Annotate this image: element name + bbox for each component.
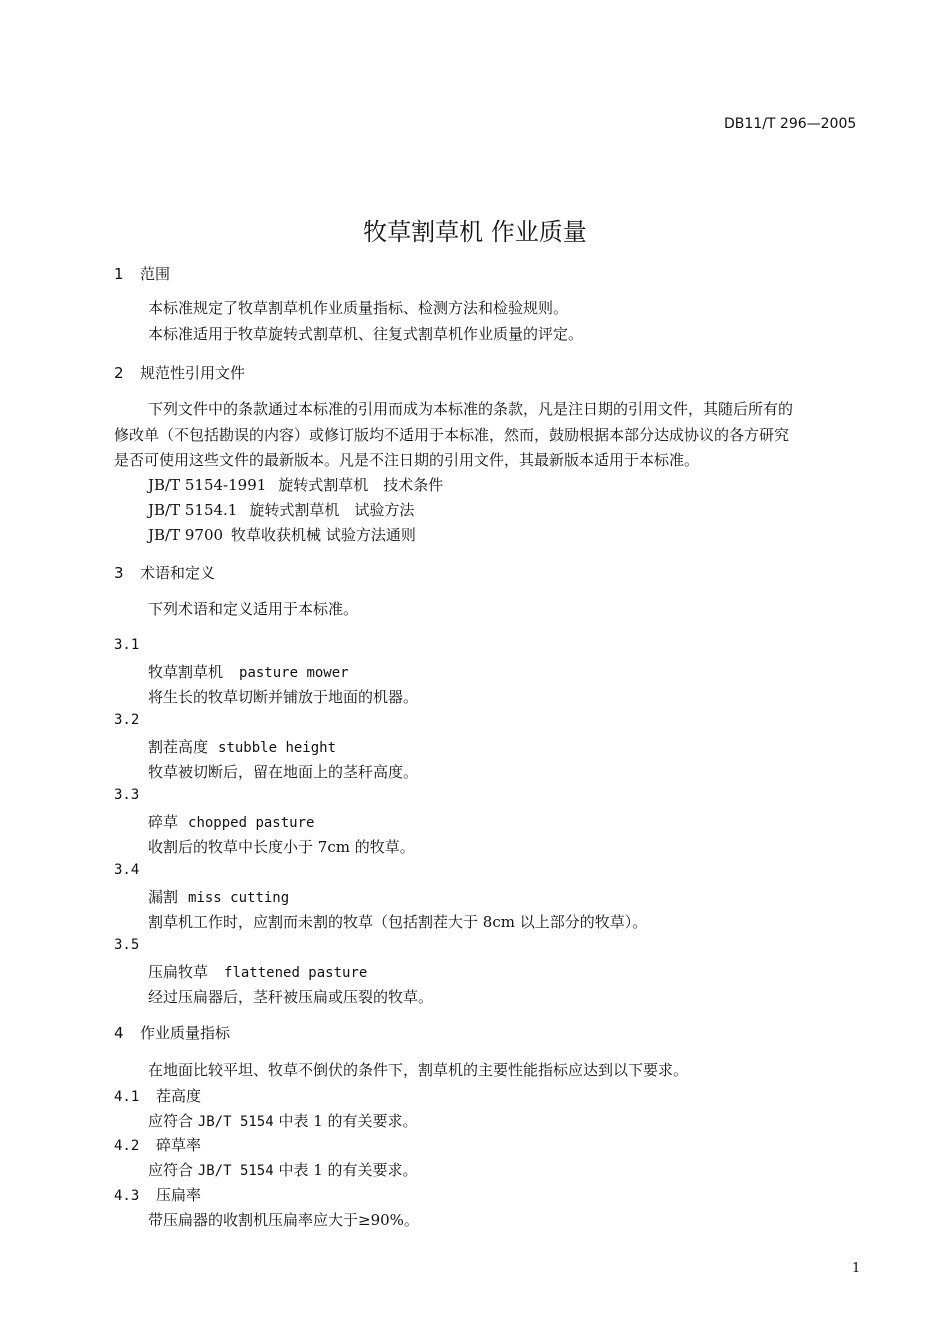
standard-reference: JB/T 5154 [197, 1114, 274, 1130]
term-english: miss cutting [188, 890, 290, 906]
section-3-heading [114, 562, 215, 583]
term-english: pasture mower [239, 665, 349, 681]
paragraph: 下列术语和定义适用于本标准。 [148, 600, 359, 618]
reference-item [148, 499, 414, 520]
paragraph-line: 修改单（不包括勘误的内容）或修订版均不适用于本标准，然而，鼓励根据本部分达成协议的各方研究 [114, 426, 790, 444]
clause-heading [114, 1085, 201, 1106]
reference-code: JB/T 5154.1 [148, 501, 238, 519]
text-segment: 中表 1 的有关要求。 [278, 1112, 418, 1130]
clause-title: 压扁率 [156, 1186, 202, 1204]
paragraph-line: 下列文件中的条款通过本标准的引用而成为本标准的条款，凡是注日期的引用文件，其随后所有的 [148, 400, 794, 418]
paragraph: 本标准规定了牧草割草机作业质量指标、检测方法和检验规则。 [148, 299, 569, 317]
term-number: 3.5 [114, 937, 140, 953]
clause-text: 带压扁器的收割机压扁率应大于≥90%。 [148, 1211, 419, 1229]
term-number: 3.4 [114, 862, 140, 878]
term-definition: 收割后的牧草中长度小于 7cm 的牧草。 [148, 838, 415, 856]
section-title: 术语和定义 [140, 564, 216, 582]
text-segment: 应符合 [148, 1161, 194, 1179]
page-number: 1 [852, 1261, 861, 1276]
term-chinese: 碎草 [148, 813, 179, 831]
reference-item [148, 524, 416, 545]
term-heading [148, 961, 367, 982]
paragraph: 本标准适用于牧草旋转式割草机、往复式割草机作业质量的评定。 [148, 325, 584, 343]
term-number: 3.3 [114, 787, 140, 803]
term-definition: 割草机工作时，应割而未割的牧草（包括割茬大于 8cm 以上部分的牧草）。 [148, 913, 648, 931]
section-1-heading [114, 263, 170, 284]
reference-code: JB/T 9700 [148, 526, 224, 544]
term-heading [148, 811, 314, 832]
section-2-heading [114, 362, 245, 383]
term-chinese: 割茬高度 [148, 738, 209, 756]
clause-title: 茬高度 [156, 1087, 202, 1105]
clause-number: 4.3 [114, 1188, 140, 1204]
clause-title: 碎草率 [156, 1136, 202, 1154]
section-number: 4 [114, 1024, 124, 1042]
paragraph-line: 是否可使用这些文件的最新版本。凡是不注日期的引用文件，其最新版本适用于本标准。 [114, 451, 700, 469]
clause-number: 4.1 [114, 1089, 140, 1105]
term-chinese: 漏割 [148, 888, 179, 906]
paragraph: 在地面比较平坦、牧草不倒伏的条件下，割草机的主要性能指标应达到以下要求。 [148, 1061, 689, 1079]
reference-code: JB/T 5154-1991 [148, 476, 267, 494]
reference-item [148, 474, 443, 495]
section-number: 3 [114, 564, 124, 582]
term-english: flattened pasture [224, 965, 368, 981]
section-title: 作业质量指标 [140, 1024, 231, 1042]
standard-reference: JB/T 5154 [197, 1163, 274, 1179]
clause-text [148, 1110, 418, 1131]
term-heading [148, 661, 349, 682]
section-number: 1 [114, 265, 124, 283]
section-number: 2 [114, 364, 124, 382]
term-chinese: 牧草割草机 [148, 663, 224, 681]
clause-number: 4.2 [114, 1138, 140, 1154]
reference-title: 旋转式割草机 试验方法 [249, 501, 415, 519]
term-chinese: 压扁牧草 [148, 963, 209, 981]
term-number: 3.1 [114, 637, 140, 653]
term-heading [148, 886, 289, 907]
text-segment: 应符合 [148, 1112, 194, 1130]
term-definition: 经过压扁器后，茎秆被压扁或压裂的牧草。 [148, 988, 434, 1006]
section-4-heading [114, 1022, 230, 1043]
reference-title: 旋转式割草机 技术条件 [278, 476, 444, 494]
term-english: stubble height [218, 740, 337, 756]
clause-heading [114, 1184, 201, 1205]
section-title: 规范性引用文件 [140, 364, 246, 382]
document-title: 牧草割草机 作业质量 [363, 218, 587, 246]
term-number: 3.2 [114, 712, 140, 728]
clause-heading [114, 1134, 201, 1155]
term-heading [148, 736, 336, 757]
section-title: 范围 [140, 265, 171, 283]
term-definition: 将生长的牧草切断并铺放于地面的机器。 [148, 688, 419, 706]
standard-code: DB11/T 296—2005 [724, 116, 857, 132]
text-segment: 中表 1 的有关要求。 [278, 1161, 418, 1179]
reference-title: 牧草收获机械 试验方法通则 [231, 526, 416, 544]
term-english: chopped pasture [188, 815, 315, 831]
clause-text [148, 1159, 418, 1180]
term-definition: 牧草被切断后，留在地面上的茎秆高度。 [148, 763, 419, 781]
